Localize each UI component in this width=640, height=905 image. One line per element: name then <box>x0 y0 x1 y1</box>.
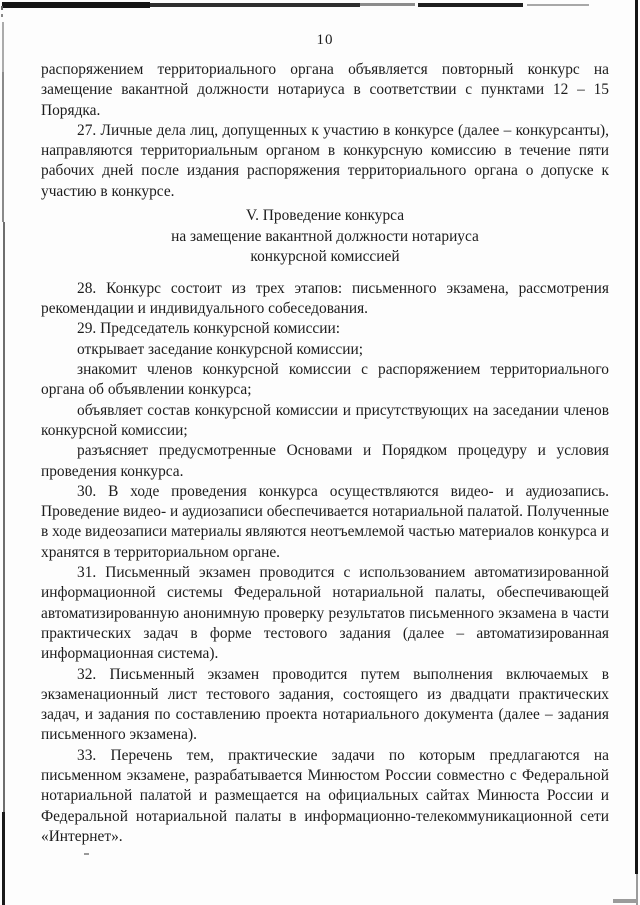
scan-artifact-top-bar <box>418 3 523 7</box>
paragraph-33: 33. Перечень тем, практические задачи по которым предлагаются на письменном экзамене, разрабатывается Минюстом России совместно с Федеральной нотариальной палатой и размещается на официальных сайтах Минюста России и Федеральной нотариальной палаты в информационно-телекоммуникационной сети «Интернет». <box>41 746 609 845</box>
scan-artifact-right-line <box>635 0 638 874</box>
scan-artifact-left-line <box>2 812 5 905</box>
paragraph-31: 31. Письменный экзамен проводится с использованием автоматизированной информационной системы Федеральной нотариальной палаты, обеспечивающей автоматизированную анонимную проверку результатов письменного экзамена в части практических задач в форме тестового задания (далее – автоматизированная информационная система). <box>41 564 609 663</box>
scan-artifact-speck <box>1 6 3 10</box>
paragraph-30: 30. В ходе проведения конкурса осуществляются видео- и аудиозапись. Проведение видео- и аудиозаписи обеспечивается нотариальной палатой. Полученные в ходе видеозаписи материалы являются неотъемлемой частью материалов конкурса и хранятся в территориальном органе. <box>41 482 609 561</box>
scan-artifact-top-bar <box>150 3 360 7</box>
page-content <box>41 31 609 847</box>
scan-artifact-left-line <box>3 222 5 812</box>
scan-artifact-top-bar <box>527 4 589 6</box>
paragraph-29-item-3: объявляет состав конкурсной комиссии и присутствующих на заседании членов конкурсной комиссии; <box>41 401 609 439</box>
heading-line-3: конкурсной комиссией <box>250 248 400 266</box>
scan-artifact-speck <box>1 14 3 17</box>
paragraph-27: 27. Личные дела лиц, допущенных к участию в конкурсе (далее – конкурсанты), направляются территориальным органом в конкурсную комиссию в течение пяти рабочих дней после издания распоряжения территориального органа о допуске к участию в конкурсе. <box>41 121 609 200</box>
heading-line-2: на замещение вакантной должности нотариуса <box>171 227 479 245</box>
paragraph-29: 29. Председатель конкурсной комиссии: <box>77 320 340 338</box>
page-number: 10 <box>316 32 334 48</box>
paragraph-29-item-2: знакомит членов конкурсной комиссии с распоряжением территориального органа об объявлении конкурса; <box>41 361 609 399</box>
paragraph-28: 28. Конкурс состоит из трех этапов: письменного экзамена, рассмотрения рекомендации и индивидуального собеседования. <box>41 279 609 318</box>
section-v-heading <box>41 206 609 268</box>
paragraph-29-item-4: разъясняет предусмотренные Основами и Порядком процедуру и условия проведения конкурса. <box>41 442 609 480</box>
paragraph-continuation: распоряжением территориального органа объявляется повторный конкурс на замещение вакантной должности нотариуса в соответствии с пунктами 12 – 15 Порядка. <box>41 61 609 119</box>
scan-artifact-left-line <box>2 72 4 222</box>
scan-artifact-speck <box>84 853 89 855</box>
paragraph-29-item-1: открывает заседание конкурсной комиссии; <box>77 340 364 358</box>
heading-line-1: V. Проведение конкурса <box>245 207 405 225</box>
scan-artifact-top-bar <box>2 2 150 8</box>
scan-artifact-bottom-line <box>613 899 638 903</box>
scan-artifact-top-bar <box>360 3 415 6</box>
paragraph-32: 32. Письменный экзамен проводится путем выполнения включаемых в экзаменационный лист тестового задания, состоящего из двадцати практических задач, и задания по составлению проекта нотариального документа (далее – задания письменного экзамена). <box>41 665 609 744</box>
scan-artifact-left-line <box>2 22 4 72</box>
